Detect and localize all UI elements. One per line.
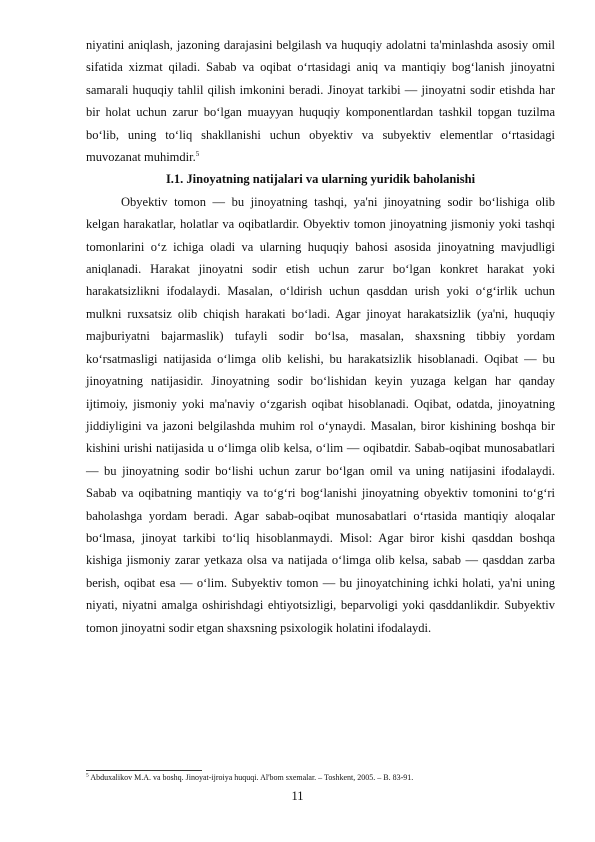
footnote-text: Abduxalikov M.A. va boshq. Jinoyat-ijroiya huquqi. Al'bom sxemalar. – Toshkent, 2005. – B. 83-91.	[90, 773, 414, 782]
footnote-number: 5	[86, 772, 89, 779]
page-number: 11	[291, 789, 304, 803]
document-page	[86, 34, 555, 639]
footnote-divider	[86, 770, 202, 771]
main-paragraph: Obyektiv tomon — bu jinoyatning tashqi, ya'ni jinoyatning sodir bo‘lishiga olib kelgan harakatlar, holatlar va oqibatlardir. Obyektiv tomon jinoyatning jismoniy yoki tashqi tomonlarini o‘z ichiga oladi va ularning huquqiy bahosi asosida jinoyatning mavjudligi aniqlanadi. Harakat jinoyatni sodir etish uchun zarur bo‘lgan konkret harakat yoki harakatsizlikni ifodalaydi. Masalan, o‘ldirish uchun qasddan urish yoki o‘g‘irlik uchun mulkni ruxsatsiz olib chiqish harakati bo‘ladi. Agar jinoyat harakatsizlik (ya'ni, huquqiy majburiyatni bajarmaslik) tufayli sodir bo‘lsa, masalan, shaxsning tibbiy yordam ko‘rsatmasligi natijasida o‘limga olib kelishi, bu harakatsizlik hisoblanadi. Oqibat — bu jinoyatning natijasidir. Jinoyatning sodir bo‘lishidan keyin yuzaga kelgan har qanday ijtimoiy, jismoniy yoki ma'naviy o‘zgarish oqibat hisoblanadi. Oqibat, odatda, jinoyatning jiddiyligini va jazoni belgilashda muhim rol o‘ynaydi. Masalan, biror kishining boshqa bir kishini urishi natijasida u o‘limga olib kelsa, o‘lim — oqibatdir. Sabab-oqibat munosabatlari — bu jinoyatning sodir bo‘lishi uchun zarur bo‘lgan omil va uning natijasini ifodalaydi. Sabab va oqibatning mantiqiy va to‘g‘ri bog‘lanishi jinoyatning obyektiv tomonini to‘g‘ri baholashga yordam beradi. Agar sabab-oqibat munosabatlari o‘rtasida mantiqiy aloqalar bo‘lmasa, jinoyat tarkibi to‘liq hisoblanmaydi. Misol: Agar biror kishi qasddan boshqa kishiga jismoniy zarar yetkaza olsa va natijada o‘limga olib kelsa, sabab — qasddan zarba berish, oqibat esa — o‘lim. Subyektiv tomon — bu jinoyatchining ichki holati, ya'ni uning niyati, niyatni amalga oshirishdagi ehtiyotsizligi, beparvoligi yoki qasddanlikdir. Subyektiv tomon jinoyatni sodir etgan shaxsning psixologik holatini ifodalaydi.	[86, 194, 555, 635]
section-heading: I.1. Jinoyatning natijalari va ularning yuridik baholanishi	[165, 172, 476, 187]
intro-paragraph-text: niyatini aniqlash, jazoning darajasini belgilash va huquqiy adolatni ta'minlashda asosiy omil sifatida xizmat qiladi. Sabab va oqibat o‘rtasidagi aniq va mantiqiy bog‘lanish jinoyatni samarali huquqiy tahlil qilish imkonini beradi. Jinoyat tarkibi — jinoyatni sodir etishda har bir holat uchun zarur bo‘lgan muayyan huquqiy komponentlardan tashkil topgan tuzilma bo‘lib, uning to‘liq shakllanishi uchun obyektiv va subyektiv elementlar o‘rtasidagi muvozanat muhimdir.	[86, 38, 555, 165]
footnote-reference[interactable]: 5	[195, 149, 200, 158]
intro-paragraph	[86, 34, 555, 168]
footnote	[86, 773, 555, 783]
